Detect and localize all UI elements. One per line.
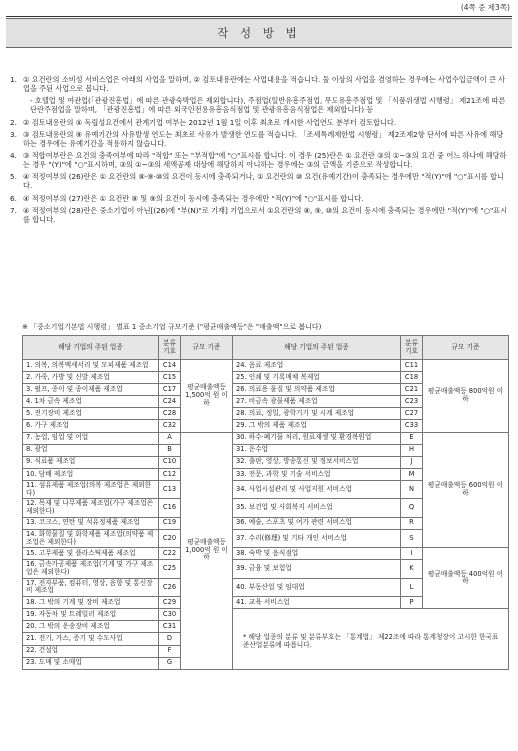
instruction-4 xyxy=(10,151,510,169)
industry-code: C14 xyxy=(159,360,181,372)
instruction-2 xyxy=(10,118,510,127)
industry-name: 1. 의복, 의복액세서리 및 모피제품 제조업 xyxy=(23,360,159,372)
industry-name: 18. 그 밖의 기계 및 장비 제조업 xyxy=(23,597,159,609)
industry-code: C33 xyxy=(401,420,423,432)
industry-name: 16. 금속가공제품 제조업(기계 및 가구 제조업은 제외한다) xyxy=(23,560,159,578)
table-row xyxy=(23,360,509,372)
industry-code: K xyxy=(401,560,423,578)
page-number: (4쪽 중 제3쪽) xyxy=(460,3,510,12)
industry-code: C25 xyxy=(159,560,181,578)
instruction-number: 4. xyxy=(10,151,17,161)
industry-code: N xyxy=(401,480,423,498)
industry-code: C27 xyxy=(401,408,423,420)
instruction-1-sub xyxy=(10,96,510,114)
industry-name: 38. 숙박 및 음식점업 xyxy=(233,548,401,560)
instruction-text: ④ 적정여부의 (27)란은 ① 요건란 ⑧ 및 ⑨의 요건이 동시에 충족되는 경우에만 "적(Y)"에 "○"표시를 합니다. xyxy=(23,193,364,203)
industry-name: 28. 의료, 정밀, 광학기기 및 시계 제조업 xyxy=(233,408,401,420)
industry-name: 22. 건설업 xyxy=(23,645,159,657)
size-standard: 평균매출액등 1,500억 원 이하 xyxy=(181,360,233,433)
industry-name: 36. 예술, 스포츠 및 여가 관련 서비스업 xyxy=(233,517,401,529)
industry-name: 30. 하수·폐기물 처리, 원료재생 및 환경복원업 xyxy=(233,432,401,444)
instruction-number: 3. xyxy=(10,129,17,139)
industry-code: R xyxy=(401,517,423,529)
industry-name: 8. 광업 xyxy=(23,444,159,456)
instruction-5 xyxy=(10,172,510,190)
instructions-list xyxy=(10,75,510,227)
industry-name: 39. 금융 및 보험업 xyxy=(233,560,401,578)
size-standard: 평균매출액등 400억원 이하 xyxy=(423,548,509,609)
industry-name: 4. 1차 금속 제조업 xyxy=(23,396,159,408)
industry-code: J xyxy=(401,456,423,468)
industry-name: 33. 전문, 과학 및 기술 서비스업 xyxy=(233,468,401,480)
industry-code: P xyxy=(401,597,423,609)
industry-code: C15 xyxy=(159,372,181,384)
page-title: 작 성 방 법 xyxy=(6,18,512,48)
instruction-7 xyxy=(10,206,510,224)
instruction-number: 2. xyxy=(10,117,17,127)
industry-code: C23 xyxy=(401,396,423,408)
industry-code: C24 xyxy=(159,396,181,408)
industry-name: 3. 펄프, 종이 및 종이제품 제조업 xyxy=(23,384,159,396)
industry-code: E xyxy=(401,432,423,444)
header-code: 분류 기호 xyxy=(401,336,423,360)
header-industry: 해당 기업의 주된 업종 xyxy=(23,336,159,360)
industry-name: 41. 교육 서비스업 xyxy=(233,597,401,609)
table-row xyxy=(23,548,509,560)
industry-code: C12 xyxy=(159,468,181,480)
industry-code: C13 xyxy=(159,480,181,498)
industry-name: 37. 수리(修理) 및 기타 개인 서비스업 xyxy=(233,529,401,547)
industry-name: 7. 농업, 임업 및 어업 xyxy=(23,432,159,444)
industry-name: 13. 코크스, 연탄 및 석유정제품 제조업 xyxy=(23,517,159,529)
header-code: 분류 기호 xyxy=(159,336,181,360)
instruction-6 xyxy=(10,194,510,203)
industry-code: C32 xyxy=(159,420,181,432)
industry-code: I xyxy=(401,548,423,560)
instruction-3 xyxy=(10,130,510,148)
instruction-1 xyxy=(10,75,510,93)
industry-code: C29 xyxy=(159,597,181,609)
industry-code: S xyxy=(401,529,423,547)
industry-name: 26. 의료용 물질 및 의약품 제조업 xyxy=(233,384,401,396)
industry-name: 25. 인쇄 및 기록매체 복제업 xyxy=(233,372,401,384)
industry-code: B xyxy=(159,444,181,456)
instruction-text: - 호텔업 및 여관업(「관광진흥법」에 따른 관광숙박업은 제외합니다), 주점업(일반유흥주점업, 무도유흥주점업 및 「식품위생법 시행령」 제21조에 따른 단란주점업을 말하며, 「관광진흥법」에 따른 외국인전용유흥음식점업 및 관광유흥음식점업은 제외합니다) 등 xyxy=(30,96,506,115)
industry-name: 27. 비금속 광물제품 제조업 xyxy=(233,396,401,408)
industry-code: C10 xyxy=(159,456,181,468)
industry-code: A xyxy=(159,432,181,444)
industry-name: 40. 부동산업 및 임대업 xyxy=(233,578,401,596)
industry-name: 6. 가구 제조업 xyxy=(23,420,159,432)
industry-code: G xyxy=(159,657,181,669)
industry-code: M xyxy=(401,468,423,480)
industry-code: L xyxy=(401,578,423,596)
industry-name: 2. 가죽, 가방 및 신발 제조업 xyxy=(23,372,159,384)
classification-footnote: * 해당 업종의 분류 및 분류부호는 「통계법」 제22조에 따라 통계청장이 고시한 한국표준산업분류에 따릅니다. xyxy=(233,609,509,669)
size-standard-table xyxy=(22,335,509,670)
industry-name: 9. 식료품 제조업 xyxy=(23,456,159,468)
instruction-text: ② 검토내용란의 ⑤ 독립성요건에서 관계기업 여부는 2012년 1월 1일 이후 최초로 개시한 사업연도 분부터 검토합니다. xyxy=(23,117,397,127)
header-standard: 규모 기준 xyxy=(423,336,509,360)
header-industry: 해당 기업의 주된 업종 xyxy=(233,336,401,360)
industry-name: 24. 음료 제조업 xyxy=(233,360,401,372)
industry-name: 12. 목재 및 나무제품 제조업(가구 제조업은 제외한다) xyxy=(23,499,159,517)
industry-name: 15. 고무제품 및 플라스틱제품 제조업 xyxy=(23,548,159,560)
industry-code: C16 xyxy=(159,499,181,517)
industry-name: 29. 그 밖의 제품 제조업 xyxy=(233,420,401,432)
industry-code: C19 xyxy=(159,517,181,529)
industry-name: 11. 섬유제품 제조업(의복 제조업은 제외한다) xyxy=(23,480,159,498)
instruction-text: ③ 검토내용란의 ⑨ 유예기간의 사유발생 연도는 최초로 사유가 발생한 연도를 적습니다. 「조세특례제한법 시행령」 제2조제2항 단서에 따른 사유에 해당하는 경우에는 유예기간을 적용하지 않습니다. xyxy=(23,129,504,148)
industry-name: 32. 출판, 영상, 방송통신 및 정보서비스업 xyxy=(233,456,401,468)
instruction-number: 7. xyxy=(10,206,17,216)
industry-code: F xyxy=(159,645,181,657)
instruction-text: ④ 적정여부의 (26)란은 ① 요건란의 ⑧·⑨·⑩의 요건이 동시에 충족되거나, ① 요건란의 ⑩ 요건(유예기간)이 충족되는 경우에만 "적(Y)"에 "○"표시를 합니다. xyxy=(23,172,504,191)
instruction-text: ① 요건란의 소비성 서비스업은 아래의 사업을 말하며, ② 검토내용란에는 사업내용을 적습니다. 둘 이상의 사업을 겸영하는 경우에는 사업수입금액이 큰 사업을 주된 사업으로 봅니다. xyxy=(23,75,506,93)
industry-code: Q xyxy=(401,499,423,517)
instruction-text: ④ 적정여부의 (28)란은 중소기업이 아닌[(26)에 "부(N)"로 기재] 기업으로서 ①요건란의 ⑧, ⑨, ⑩의 요건이 동시에 충족되는 경우에만 "적(Y)"에 "○"표시를 합니다. xyxy=(23,206,508,225)
industry-code: C22 xyxy=(159,548,181,560)
industry-code: C17 xyxy=(159,384,181,396)
table-header-row xyxy=(23,336,509,360)
industry-name: 23. 도매 및 소매업 xyxy=(23,657,159,669)
industry-code: C26 xyxy=(159,578,181,596)
industry-name: 17. 전자부품, 컴퓨터, 영상, 음향 및 통신장비 제조업 xyxy=(23,578,159,596)
industry-code: D xyxy=(159,633,181,645)
industry-code: C20 xyxy=(159,529,181,547)
size-standard: 평균매출액등 600억원 이하 xyxy=(423,432,509,548)
table-row xyxy=(23,609,509,621)
header-standard: 규모 기준 xyxy=(181,336,233,360)
industry-code: C11 xyxy=(401,360,423,372)
instruction-number: 1. xyxy=(10,75,17,84)
industry-name: 14. 화학물질 및 화학제품 제조업(의약품 제조업은 제외한다) xyxy=(23,529,159,547)
instruction-number: 6. xyxy=(10,193,17,203)
industry-name: 20. 그 밖의 운송장비 제조업 xyxy=(23,621,159,633)
industry-name: 34. 사업시설관리 및 사업지원 서비스업 xyxy=(233,480,401,498)
industry-code: H xyxy=(401,444,423,456)
size-standard: 평균매출액등 800억원 이하 xyxy=(423,360,509,433)
instruction-text: ③ 적합여부란은 요건의 충족여부에 따라 "적합" 또는 "부적합"에 "○"표시를 합니다. 이 경우 (25)란은 ① 요건란 ③의 ①~③의 요건 중 어느 하나에 해당하는 경우 "(Y)"에 "○"표시하며, ③의 ①~③의 세액공제 대상에 해당하지 아니하는 경우에는 ③의 금액을 기준으로 작성합니다. xyxy=(23,151,507,170)
instruction-number: 5. xyxy=(10,172,17,182)
industry-code: C21 xyxy=(401,384,423,396)
industry-code: C31 xyxy=(159,621,181,633)
industry-name: 35. 보건업 및 사회복지 서비스업 xyxy=(233,499,401,517)
industry-name: 31. 운수업 xyxy=(233,444,401,456)
industry-name: 5. 전기장비 제조업 xyxy=(23,408,159,420)
table-row xyxy=(23,432,509,444)
industry-name: 21. 전기, 가스, 증기 및 수도사업 xyxy=(23,633,159,645)
size-standard: 평균매출액등 1,000억 원 이하 xyxy=(181,432,233,669)
industry-code: C30 xyxy=(159,609,181,621)
industry-name: 10. 담배 제조업 xyxy=(23,468,159,480)
industry-code: C18 xyxy=(401,372,423,384)
industry-code: C28 xyxy=(159,408,181,420)
table-intro: ※ 「중소기업기본법 시행령」 별표 1 중소기업 규모기준 ("평균매출액등"은 "매출액"으로 봅니다) xyxy=(22,323,322,331)
industry-name: 19. 자동차 및 트레일러 제조업 xyxy=(23,609,159,621)
top-rule xyxy=(6,16,512,17)
